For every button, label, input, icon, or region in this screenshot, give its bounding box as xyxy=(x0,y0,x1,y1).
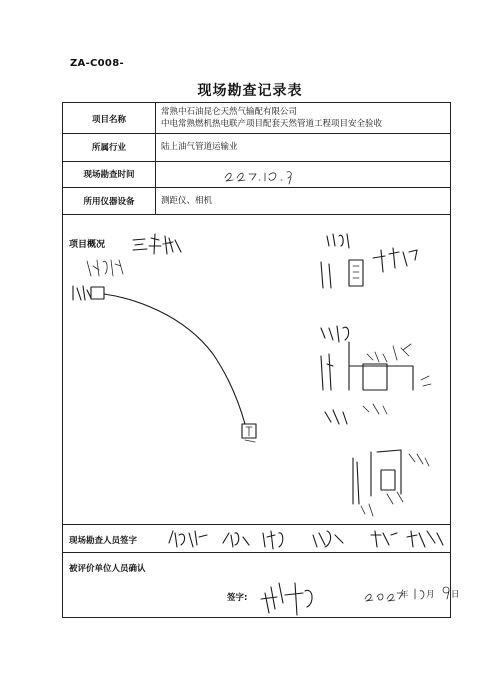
row-divider xyxy=(63,133,450,134)
signature-label: 签字: xyxy=(227,593,248,603)
project-name-value-line1: 常熟中石油昆仑天然气输配有限公司 xyxy=(161,107,298,117)
row-divider xyxy=(63,161,450,162)
row-divider xyxy=(63,524,450,525)
document-code: ZA-C008- xyxy=(70,58,124,69)
label-column-divider xyxy=(155,103,156,214)
year-char: 年 xyxy=(400,590,409,600)
confirmer-signature xyxy=(255,573,325,617)
confirmation-date-year-handwritten xyxy=(363,589,403,603)
row-divider xyxy=(63,187,450,188)
month-char: 月 xyxy=(426,590,435,600)
surveyor-signatures xyxy=(167,527,449,551)
surveyors-label: 现场勘查人员签字 xyxy=(69,536,138,546)
survey-time-label: 现场勘查时间 xyxy=(83,170,135,180)
document-title: 现场勘查记录表 xyxy=(197,83,303,99)
instruments-value: 测距仪、相机 xyxy=(161,196,213,206)
industry-value: 陆上油气管道运输业 xyxy=(161,142,238,152)
confirmation-label: 被评价单位人员确认 xyxy=(69,564,146,574)
day-char: 日 xyxy=(451,590,460,600)
project-name-value-line2: 中电常熟燃机热电联产项目配套天然管道工程项目安全验收 xyxy=(161,119,383,129)
row-divider xyxy=(63,552,450,553)
survey-record-form xyxy=(62,102,460,618)
site-sketch xyxy=(63,214,452,524)
industry-label: 所属行业 xyxy=(91,143,126,153)
survey-time-handwritten xyxy=(223,166,303,184)
project-name-label: 项目名称 xyxy=(91,115,126,125)
confirmation-date-day-handwritten xyxy=(438,585,452,599)
overview-label: 项目概况 xyxy=(69,240,106,250)
instruments-label: 所用仪器设备 xyxy=(83,197,135,207)
